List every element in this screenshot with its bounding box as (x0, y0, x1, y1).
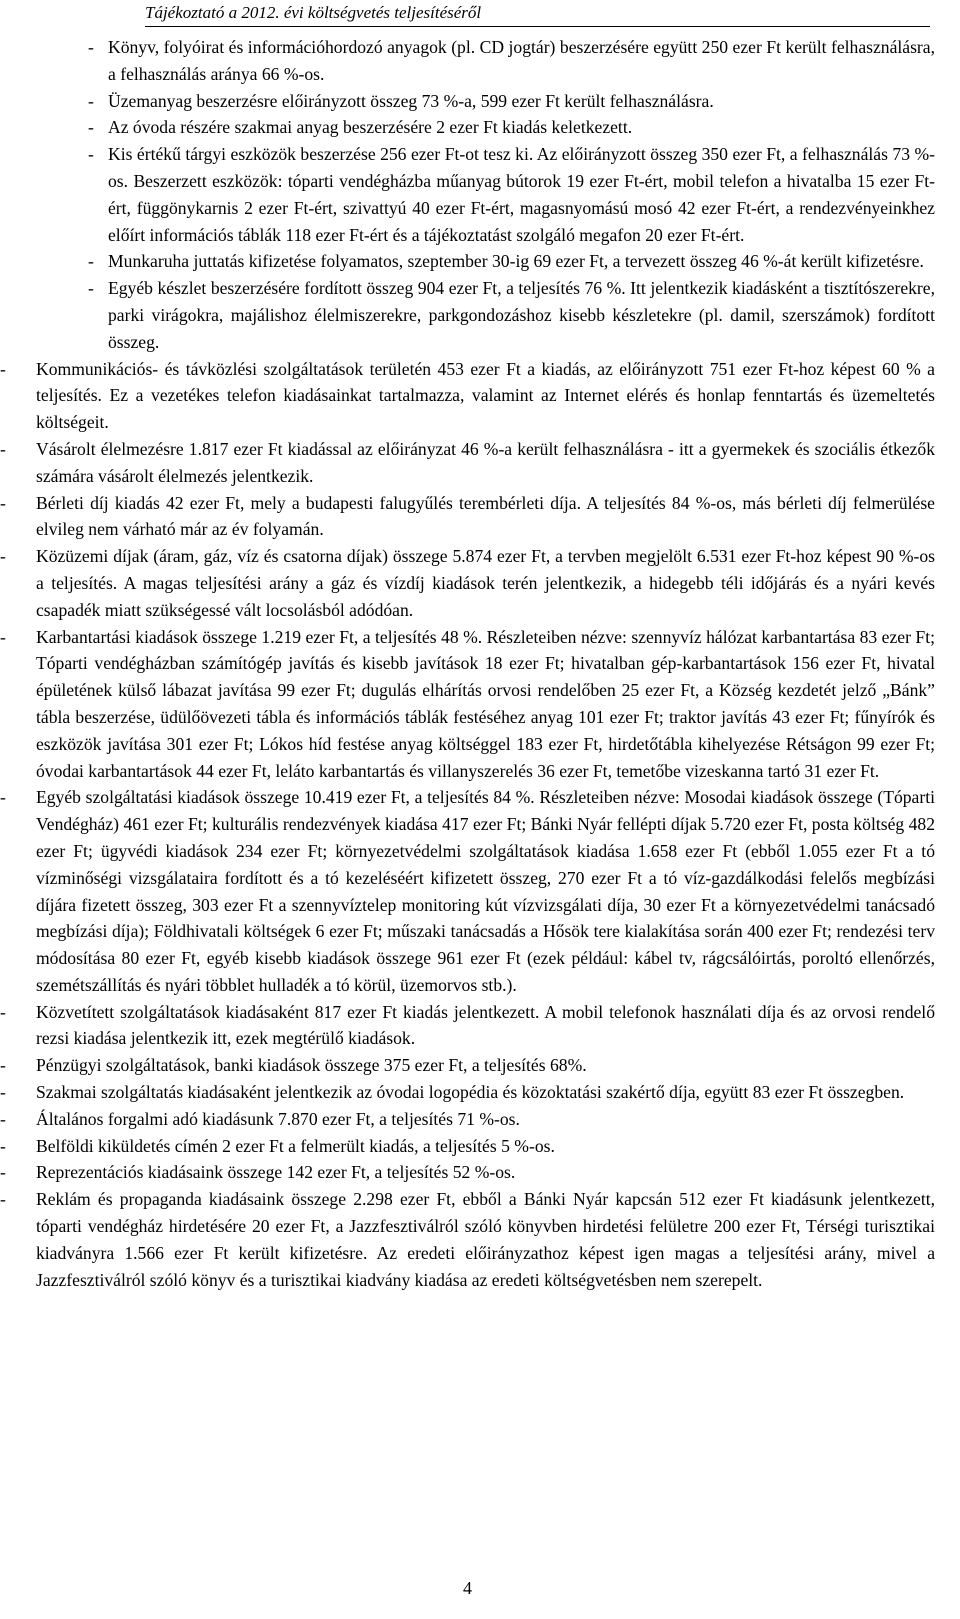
page-number: 4 (463, 1578, 472, 1598)
list-item (0, 784, 935, 998)
list-dash: - (0, 1189, 6, 1210)
sub-item-text: Egyéb készlet beszerzésére fordított összeg 904 ezer Ft, a teljesítés 76 %. Itt jelentkezik kiadásként a tisztítószerekre, parki virágokra, majálishoz élelmiszerekre, parkgondozáshoz kisebb készletekre (pl. damil, szerszámok) fordított összeg. (108, 278, 935, 352)
document-body (0, 34, 935, 1293)
sub-list-item (0, 248, 935, 275)
list-dash: - (0, 358, 6, 379)
item-text: Közvetített szolgáltatások kiadásaként 817 ezer Ft kiadás jelentkezett. A mobil telefonok használati díja és az orvosi rendelő rezsi kiadása jelentkezik itt, ezek megtérülő kiadások. (36, 1001, 935, 1049)
item-text: Bérleti díj kiadás 42 ezer Ft, mely a budapesti falugyűlés terembérleti díja. A teljesítés 84 %-os, más bérleti díj felmerülése elvileg nem várható már az év folyamán. (36, 492, 935, 540)
sub-item-text: Könyv, folyóirat és információhordozó anyagok (pl. CD jogtár) beszerzésére együtt 250 ezer Ft került felhasználásra, a felhasználás aránya 66 %-os. (108, 37, 935, 84)
sub-list-item (0, 34, 935, 88)
item-text: Vásárolt élelmezésre 1.817 ezer Ft kiadással az előirányzat 46 %-a került felhasználásra - itt a gyermekek és szociális étkezők számára vásárolt élelmezés jelentkezik. (36, 438, 935, 486)
list-dash: - (0, 626, 6, 647)
item-text: Reprezentációs kiadásaink összege 142 ezer Ft, a teljesítés 52 %-os. (36, 1162, 516, 1183)
item-text: Szakmai szolgáltatás kiadásaként jelentkezik az óvodai logopédia és közoktatási szakértő díja, együtt 83 ezer Ft összegben. (36, 1082, 905, 1103)
header-rule (145, 26, 930, 27)
item-text: Közüzemi díjak (áram, gáz, víz és csatorna díjak) összege 5.874 ezer Ft, a tervben megjelölt 6.531 ezer Ft-hoz képest 90 %-os a teljesítés. A magas teljesítési arány a gáz és vízdíj kiadások terén jelentkezik, a hidegebb téli időjárás és a nyári kevés csapadék miatt szükségessé vált locsolásból adódóan. (36, 546, 935, 620)
list-item (0, 1133, 935, 1160)
list-item (0, 1186, 935, 1293)
list-item (0, 1106, 935, 1133)
list-dash: - (0, 1108, 6, 1129)
sub-list-item (0, 275, 935, 355)
item-text: Egyéb szolgáltatási kiadások összege 10.419 ezer Ft, a teljesítés 84 %. Részleteiben nézve: Mosodai kiadások összege (Tóparti Vendégház) 461 ezer Ft; kulturális rendezvények kiadása 417 ezer Ft; Bánki Nyár fellépti díjak 5.720 ezer Ft, posta költség 482 ezer Ft; ügyvédi kiadások 234 ezer Ft; környezetvédelmi szolgáltatások kiadása 1.658 ezer Ft (ebből 1.055 ezer Ft a tó vízminőségi vizsgálataira fordított és a tó kezeléséért kifizetett összeg, 270 ezer Ft a tó víz-gazdálkodási felelős megbízási díjára fizetett összeg, 303 ezer Ft a szennyvíztelep monitoring kút vízvizsgálati díja, 30 ezer Ft a környezetvédelmi tanácsadó megbízási díja); Földhivatali költségek 6 ezer Ft; műszaki tanácsadás a Hősök tere kialakítása során 400 ezer Ft; rendezési terv módosítása 80 ezer Ft, egyéb kisebb kiadások összege 961 ezer Ft (ezek például: kábel tv, rágcsálóirtás, poroltó ellenőrzés, szemétszállítás és nyári többlet hulladék a tó körül, üzemorvos stb.). (36, 787, 935, 995)
list-dash: - (88, 251, 94, 272)
list-dash: - (88, 278, 94, 299)
sub-list-item (0, 141, 935, 248)
list-item (0, 1052, 935, 1079)
list-dash: - (0, 1162, 6, 1183)
list-dash: - (88, 90, 94, 111)
list-item (0, 1159, 935, 1186)
list-dash: - (0, 546, 6, 567)
list-item (0, 543, 935, 623)
list-dash: - (88, 144, 94, 165)
item-text: Karbantartási kiadások összege 1.219 ezer Ft, a teljesítés 48 %. Részleteiben nézve: szennyvíz hálózat karbantartása 83 ezer Ft; Tóparti vendégházban számítógép javítás és kisebb javítások 18 ezer Ft; hivatalban gép-karbantartások 156 ezer Ft, hivatal épületének külső lábazat javítása 99 ezer Ft; dugulás elhárítás orvosi rendelőben 25 ezer Ft, a Község kezdetét jelző „Bánk” tábla beszerzése, üdülőövezeti tábla és információs táblák festéséhez anyag 101 ezer Ft; traktor javítás 43 ezer Ft; fűnyírók és eszközök javítása 301 ezer Ft; Lókos híd festése anyag költséggel 183 ezer Ft, hirdetőtábla kihelyezése Rétságon 99 ezer Ft; óvodai karbantartások 44 ezer Ft, leláto karbantartás és villanyszerelés 36 ezer Ft, temetőbe vizeskanna tartó 31 ezer Ft. (36, 626, 935, 781)
list-item (0, 624, 935, 785)
list-dash: - (0, 1001, 6, 1022)
sub-list-item (0, 114, 935, 141)
list-item (0, 1079, 935, 1106)
sub-item-text: Üzemanyag beszerzésre előirányzott összeg 73 %-a, 599 ezer Ft került felhasználásra. (108, 90, 714, 111)
item-text: Reklám és propaganda kiadásaink összege 2.298 ezer Ft, ebből a Bánki Nyár kapcsán 512 ezer Ft kiadásunk jelentkezett, tóparti vendégház hirdetésére 20 ezer Ft, a Jazzfesztiválról szóló könyvben hirdetési felületre 200 ezer Ft, Térségi turisztikai kiadványra 1.566 ezer Ft került kifizetésre. Az eredeti előirányzathoz képest igen magas a teljesítési arány, mivel a Jazzfesztiválról szóló könyv és a turisztikai kiadvány kiadása az eredeti költségvetésben nem szerepelt. (36, 1189, 935, 1290)
list-item (0, 999, 935, 1053)
list-item (0, 356, 935, 436)
list-dash: - (88, 117, 94, 138)
item-text: Általános forgalmi adó kiadásunk 7.870 ezer Ft, a teljesítés 71 %-os. (36, 1108, 520, 1129)
list-dash: - (0, 492, 6, 513)
item-text: Pénzügyi szolgáltatások, banki kiadások összege 375 ezer Ft, a teljesítés 68%. (36, 1055, 587, 1076)
list-item (0, 490, 935, 544)
item-text: Belföldi kiküldetés címén 2 ezer Ft a felmerült kiadás, a teljesítés 5 %-os. (36, 1135, 555, 1156)
sub-item-text: Munkaruha juttatás kifizetése folyamatos, szeptember 30-ig 69 ezer Ft, a tervezett összeg 46 %-át került kifizetésre. (108, 251, 924, 272)
sub-item-text: Az óvoda részére szakmai anyag beszerzésére 2 ezer Ft kiadás keletkezett. (108, 117, 633, 138)
list-item (0, 436, 935, 490)
running-header: Tájékoztató a 2012. évi költségvetés teljesítéséről (145, 3, 482, 22)
sub-list-item (0, 88, 935, 115)
list-dash: - (88, 37, 94, 57)
item-text: Kommunikációs- és távközlési szolgáltatások területén 453 ezer Ft a kiadás, az előirányzott 751 ezer Ft-hoz képest 60 % a teljesítés. Ez a vezetékes telefon kiadásainkat tartalmazza, valamint az Internet elérés és honlap fenntartás és üzemeltetés költségeit. (36, 358, 935, 433)
list-dash: - (0, 1135, 6, 1156)
list-dash: - (0, 787, 6, 808)
sub-item-text: Kis értékű tárgyi eszközök beszerzése 256 ezer Ft-ot tesz ki. Az előirányzott összeg 350 ezer Ft, a felhasználás 73 %-os. Beszerzett eszközök: tóparti vendégházba műanyag bútorok 19 ezer Ft-ért, mobil telefon a hivatalba 15 ezer Ft-ért, függönykarnis 2 ezer Ft-ért, szivattyú 40 ezer Ft-ért, magasnyomású mosó 42 ezer Ft-ért, a rendezvényeinkhez előírt információs táblák 118 ezer Ft-ért és a tájékoztatást szolgáló megafon 20 ezer Ft-ért. (108, 144, 935, 245)
list-dash: - (0, 1082, 6, 1103)
list-dash: - (0, 438, 6, 459)
list-dash: - (0, 1055, 6, 1076)
